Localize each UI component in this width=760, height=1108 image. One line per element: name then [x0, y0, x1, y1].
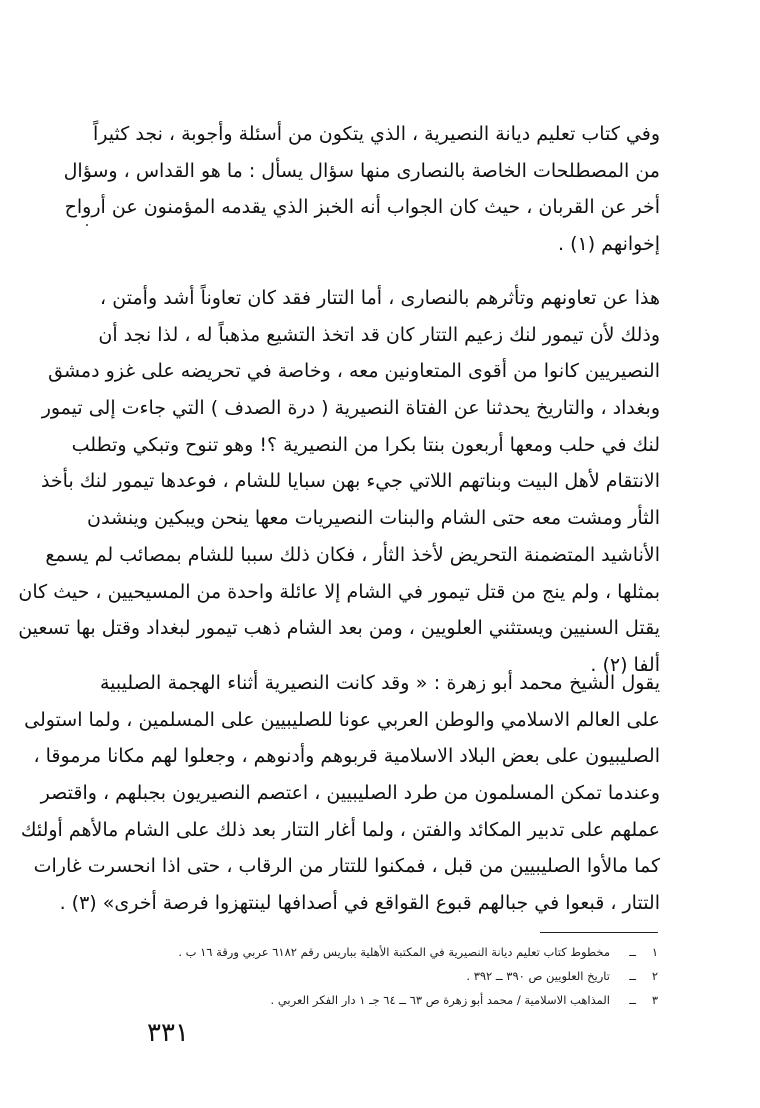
paragraph-line: وذلك لأن تيمور لنك زعيم التتار كان قد اتخذ التشيع مذهباً له ، لذا نجد أن	[98, 323, 660, 346]
paragraph-line: يقتل السنيين ويستثني العلويين ، ومن بعد الشام ذهب تيمور لبغداد وقتل بها تسعين	[18, 617, 660, 640]
footnote	[100, 964, 658, 988]
footnote-number: ١	[651, 945, 658, 959]
paragraph-line: بمثلها ، ولم ينج من قتل تيمور في الشام إلا عائلة واحدة من المسيحيين ، حيث كان	[18, 580, 660, 603]
footnote-number: ٢	[651, 969, 658, 983]
footnote-dash: ــ	[629, 945, 636, 959]
footnote	[100, 940, 658, 964]
paragraph-line: الثأر ومشت معه حتى الشام والبنات النصيريات معها ينحن ويبكين وينشدن	[87, 507, 660, 530]
paragraph-3	[20, 665, 660, 922]
footnote-dash: ــ	[629, 969, 636, 983]
footnote-number: ٣	[651, 993, 658, 1007]
paragraph-line: الأناشيد المتضمنة التحريض لأخذ الثأر ، فكان ذلك سببا للشام بمصائب لم يسمع	[45, 543, 660, 566]
footnote	[100, 988, 658, 1012]
paragraph-line: النصيريين كانوا من أقوى المتعاونين معه ، وخاصة في تحريضه على غزو دمشق	[48, 360, 660, 383]
footnote-text: تاريخ العلويين ص ٣٩٠ ــ ٣٩٢ .	[466, 969, 610, 983]
paragraph-line: الانتقام لأهل البيت وبناتهم اللاتي جيء بهن سبايا للشام ، فوعدها تيمور لنك بأخذ	[40, 470, 660, 493]
paragraph-line: إخوانهم (١) .	[558, 233, 660, 256]
footnote-text: المذاهب الاسلامية / محمد أبو زهرة ص ٦٣ ــ ٦٤ جـ ١ دار الفكر العربي .	[270, 993, 610, 1007]
paragraph-line: كما مالأوا الصليبيين من قبل ، فمكنوا للتتار من الرقاب ، حتى اذا انحسرت غارات	[33, 855, 660, 878]
paragraph-1	[63, 116, 660, 263]
footnote-text: مخطوط كتاب تعليم ديانة النصيرية في المكتبة الأهلية بباريس رقم ٦١٨٢ عربي ورقة ١٦ ب .	[178, 945, 610, 959]
footnote-dash: ــ	[629, 993, 636, 1007]
paragraph-line: يقول الشيخ محمد أبو زهرة : « وقد كانت النصيرية أثناء الهجمة الصليبية	[100, 672, 660, 694]
page-number: ٣٣١	[147, 1018, 189, 1048]
paragraph-line: وبغداد ، والتاريخ يحدثنا عن الفتاة النصيرية ( درة الصدف ) التي جاءت إلى تيمور	[41, 397, 660, 420]
paragraph-line: على العالم الاسلامي والوطن العربي عونا للصليبيين على المسلمين ، ولما استولى	[24, 708, 660, 731]
paragraph-line: ألفا (٢) .	[590, 653, 660, 676]
paragraph-line: أخر عن القربان ، حيث كان الجواب أنه الخبز الذي يقدمه المؤمنون عن أرواح	[64, 196, 660, 219]
paragraph-line: التتار ، قبعوا في جبالهم قبوع القواقع في أصدافها لينتهزوا فرصة أخرى» (٣) .	[59, 892, 660, 915]
footnote-divider	[540, 932, 658, 933]
paragraph-2	[18, 280, 660, 684]
paragraph-line: من المصطلحات الخاصة بالنصارى منها سؤال يسأل : ما هو القداس ، وسؤال	[63, 159, 660, 182]
paragraph-line: وفي كتاب تعليم ديانة النصيرية ، الذي يتكون من أسئلة وأجوبة ، نجد كثيراً	[93, 123, 660, 145]
footnotes	[100, 940, 658, 1012]
paragraph-line: هذا عن تعاونهم وتأثرهم بالنصارى ، أما التتار فقد كان تعاوناً أشد وأمتن ،	[100, 287, 660, 309]
paragraph-line: لنك في حلب ومعها أربعون بنتا بكرا من النصيرية ؟! وهو تنوح وتبكي وتطلب	[71, 433, 660, 456]
paragraph-line: عملهم على تدبير المكائد والفتن ، ولما أغار التتار بعد ذلك على الشام مالأهم أولئك	[20, 818, 660, 841]
paragraph-line: وعندما تمكن المسلمون من طرد الصليبيين ، اعتصم النصيريون بجبلهم ، واقتصر	[40, 782, 660, 805]
paragraph-line: الصليبيون على بعض البلاد الاسلامية قربوهم وأدنوهم ، وجعلوا لهم مكانا مرموقا ،	[33, 745, 660, 768]
